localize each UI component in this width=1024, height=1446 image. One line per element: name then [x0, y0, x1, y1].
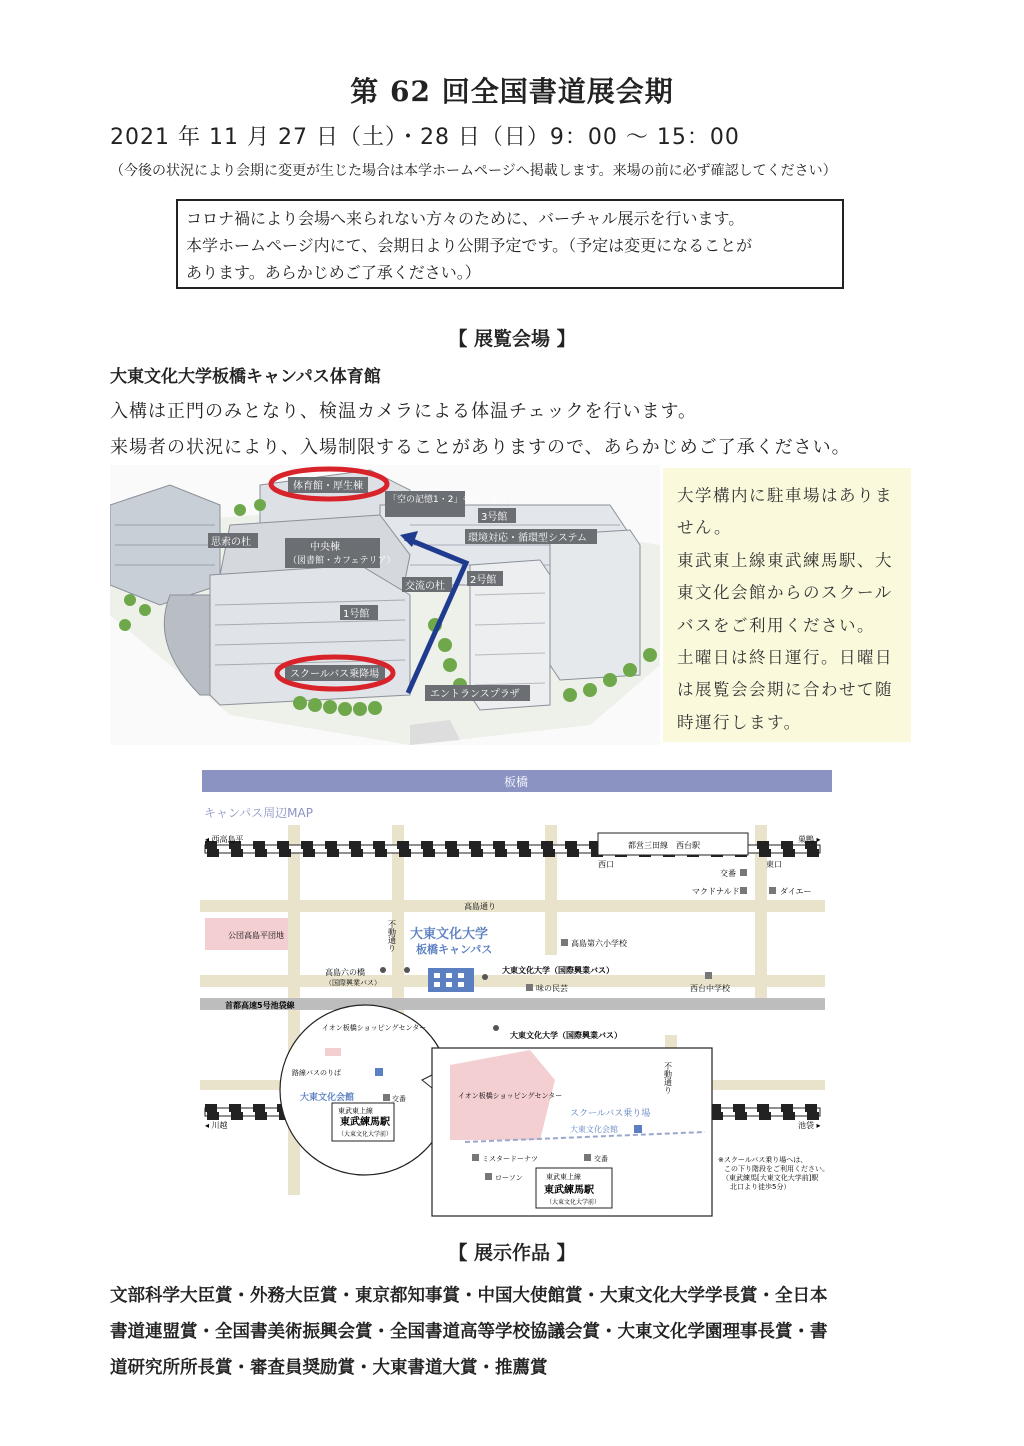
univ-building — [428, 968, 474, 992]
awards-list — [110, 1278, 920, 1386]
label-nishiguchi: 西口 — [598, 860, 614, 869]
venue-name: 大東文化大学板橋キャンパス体育館 — [110, 367, 381, 387]
label-mcdonalds: マクドナルド — [692, 887, 740, 896]
virtual-exhibit-notice — [176, 199, 844, 289]
parking-line: 東文化会館からのスクール — [677, 583, 893, 603]
label-bunka-kaikan2: 大東文化会館 — [570, 1125, 618, 1134]
notice-line: あります。あらかじめご了承ください。） — [186, 263, 481, 282]
label-lawson: ローソン — [495, 1174, 523, 1182]
label-kawagoe: ◂ 川越 — [205, 1121, 228, 1130]
label-nerima-station2: 東武練馬駅 — [544, 1185, 594, 1196]
page-title: 第 62 回全国書道展会期 — [350, 75, 674, 108]
campus-illustration — [110, 465, 660, 745]
parking-line: 時運行します。 — [677, 712, 802, 732]
label-shian: 思索の杜 — [211, 537, 251, 548]
parking-line: せん。 — [677, 518, 732, 538]
label-nishitakashimadaira: ◂ 西高島平 — [205, 835, 244, 844]
label-kokusai: （国際興業バス） — [325, 979, 381, 987]
label-tobu-tojo2: 東武東上線 — [546, 1173, 581, 1181]
venue-heading: 【 展覧会場 】 — [448, 328, 576, 350]
label-higashiguchi: 東口 — [766, 860, 782, 869]
venue-info-line: 来場者の状況により、入場制限することがありますので、あらかじめご了承ください。 — [110, 437, 851, 458]
label-eco: 環境対応・循環型システム — [468, 533, 587, 544]
map-caption: キャンパス周辺MAP — [204, 806, 313, 820]
label-univ: 大東文化大学 — [410, 927, 489, 942]
label-rosen-bus: 路線バスのりば — [292, 1069, 341, 1077]
label-school-bus: スクールバス乗り場 — [570, 1109, 651, 1119]
label-memorial: 「空の記憶1・2」モニュメント — [388, 495, 517, 505]
label-aeon-small: イオン板橋ショッピングセンター — [322, 1024, 427, 1032]
label-koban: 交番 — [720, 869, 736, 878]
label-fudo-dori: 不動通り — [387, 920, 397, 952]
awards-line: 文部科学大臣賞・外務大臣賞・東京都知事賞・中国大使館賞・大東文化大学学長賞・全日本 — [110, 1286, 828, 1306]
label-bldg3: 3号館 — [481, 512, 508, 523]
label-gym: 体育館・厚生棟 — [293, 481, 363, 492]
parking-info — [663, 468, 911, 742]
event-dates: 2021 年 11 月 27 日（土）・28 日（日）9：00 〜 15：00 — [110, 125, 740, 150]
label-danchi: 公団高島平団地 — [228, 931, 284, 940]
label-bldg2: 2号館 — [470, 575, 497, 586]
label-koban3: 交番 — [594, 1155, 608, 1163]
parking-line: 東武東上線東武練馬駅、大 — [677, 550, 893, 570]
awards-line: 書道連盟賞・全国書美術振興会賞・全国書道高等学校協議会賞・大東文化学園理事長賞・書 — [110, 1322, 828, 1342]
label-koryu: 交流の杜 — [405, 581, 445, 592]
label-busstop-univ2: 大東文化大学（国際興業バス） — [510, 1031, 622, 1040]
label-mita-line: 都営三田線 西台駅 — [628, 841, 700, 850]
label-expressway: 首都高速5号池袋線 — [225, 1001, 295, 1010]
area-map — [200, 770, 832, 1220]
parking-line: は展覧会会期に合わせて随 — [677, 680, 893, 700]
notice-line: 本学ホームページ内にて、会期日より公開予定です。（予定は変更になることが — [186, 236, 753, 255]
label-note3: （東武練馬[大東文化大学前]駅 — [722, 1174, 819, 1182]
label-station-sub2: （大東文化大学前） — [546, 1199, 601, 1206]
label-takashima6: 高島六の橋 — [325, 968, 365, 977]
map-header: 板橋 — [503, 775, 529, 789]
label-nerima-station: 東武練馬駅 — [340, 1117, 390, 1128]
venue-info-line: 入構は正門のみとなり、検温カメラによる体温チェックを行います。 — [110, 401, 698, 422]
label-bldg1: 1号館 — [343, 609, 370, 620]
exhibits-heading: 【 展示作品 】 — [448, 1242, 576, 1264]
label-note4: 北口より徒歩5分） — [730, 1183, 791, 1191]
awards-line: 道研究所所長賞・審査員奨励賞・大東書道大賞・推薦賞 — [110, 1358, 548, 1378]
label-takashima-dori: 高島通り — [464, 902, 496, 911]
notice-line: コロナ禍により会場へ来られない方々のために、バーチャル展示を行います。 — [186, 209, 745, 228]
label-plaza: エントランスプラザ — [430, 689, 520, 700]
label-nishidai-jhs: 西台中学校 — [690, 984, 730, 993]
label-fudo-dori2: 不動通り — [663, 1062, 673, 1094]
parking-line: 土曜日は終日運行。日曜日 — [677, 648, 893, 668]
label-aeon-large: イオン板橋ショッピングセンター — [458, 1092, 563, 1100]
label-mister-donut: ミスタードーナツ — [482, 1155, 538, 1163]
label-central-sub: （図書館・カフェテリア） — [288, 556, 396, 566]
label-sugamo: 巣鴨 ▸ — [798, 835, 821, 844]
label-busstop-univ: 大東文化大学（国際興業バス） — [502, 966, 614, 975]
label-note2: この下り階段をご利用ください。 — [724, 1165, 829, 1173]
label-bunka-kaikan: 大東文化会館 — [300, 1093, 355, 1103]
label-campus: 板橋キャンパス — [416, 943, 493, 956]
label-elem-school: 高島第六小学校 — [571, 939, 627, 948]
schedule-note: （今後の状況により会期に変更が生じた場合は本学ホームページへ掲載します。来場の前に必ず確認してください） — [110, 163, 837, 179]
parking-line: 大学構内に駐車場はありま — [677, 486, 893, 505]
parking-line: バスをご利用ください。 — [677, 615, 875, 635]
label-ikebukuro: 池袋 ▸ — [798, 1121, 821, 1130]
label-note1: ※スクールバス乗り場へは、 — [718, 1156, 808, 1164]
label-koban-small: 交番 — [392, 1095, 406, 1103]
label-bus-stop: スクールバス乗降場 — [290, 669, 380, 680]
label-station-sub: （大東文化大学前） — [338, 1131, 393, 1138]
label-central: 中央棟 — [310, 542, 340, 553]
label-daiei: ダイエー — [780, 887, 812, 896]
label-ajinominka: 味の民芸 — [536, 984, 568, 993]
label-tobu-tojo: 東武東上線 — [338, 1107, 373, 1115]
